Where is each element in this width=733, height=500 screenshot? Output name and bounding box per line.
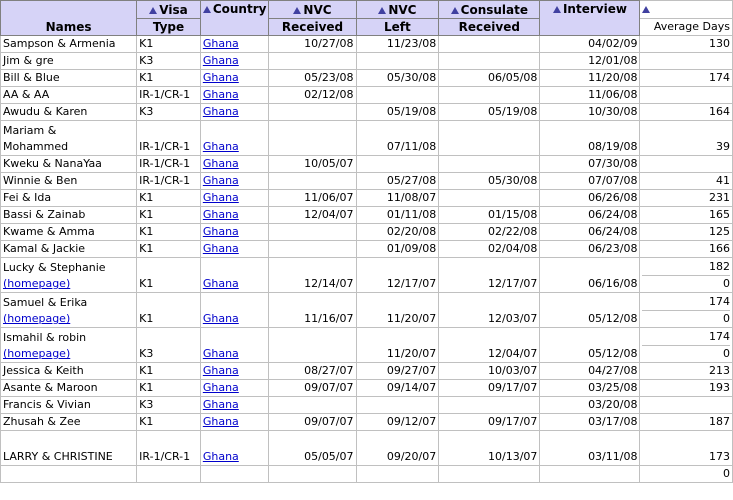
table-row (1, 207, 733, 224)
cell-average-days-value: 173 (709, 450, 730, 463)
header-names: Names (1, 1, 137, 36)
cell-country[interactable]: Ghana (200, 414, 269, 431)
cell-nvc-left: 07/11/08 (356, 121, 439, 156)
cell-country[interactable]: Ghana (200, 207, 269, 224)
table-row (1, 431, 733, 466)
cell-nvc-left: 09/12/07 (356, 414, 439, 431)
table-row (1, 241, 733, 258)
cell-average-days (640, 241, 733, 258)
cell-interview: 07/30/08 (540, 156, 640, 173)
cell-nvc-received (269, 397, 356, 414)
cell-average-days (640, 70, 733, 87)
cell-consulate-received: 01/15/08 (439, 207, 540, 224)
cell-name-text: Kamal & Jackie (3, 242, 86, 255)
cell-name-text: Awudu & Karen (3, 105, 88, 118)
cell-country[interactable]: Ghana (200, 328, 269, 363)
cell-interview: 11/06/08 (540, 87, 640, 104)
cell-average-days (640, 397, 733, 414)
homepage-link[interactable]: (homepage) (3, 312, 71, 325)
table-row (1, 121, 733, 156)
cell-average-days (640, 36, 733, 53)
cell-nvc-received: 09/07/07 (269, 414, 356, 431)
cell-country[interactable]: Ghana (200, 241, 269, 258)
cell-name (1, 190, 137, 207)
cell-nvc-left: 05/30/08 (356, 70, 439, 87)
cell-nvc-left: 09/20/07 (356, 431, 439, 466)
cell-name-text: Bassi & Zainab (3, 208, 86, 221)
table-row (1, 53, 733, 70)
cell-visa-type: IR-1/CR-1 (137, 431, 201, 466)
cell-nvc-received: 12/04/07 (269, 207, 356, 224)
cell-visa-type: K1 (137, 70, 201, 87)
cell-average-days (640, 224, 733, 241)
sort-arrow-icon[interactable] (553, 6, 561, 13)
cell-consulate-received: 12/17/07 (439, 258, 540, 293)
cell-consulate-received: 10/13/07 (439, 431, 540, 466)
cell-name (1, 241, 137, 258)
cell-average-days (640, 328, 733, 363)
cell-consulate-received: 09/17/07 (439, 414, 540, 431)
cell-nvc-left: 11/20/07 (356, 293, 439, 328)
cell-average-days-value: 165 (709, 208, 730, 221)
cell-interview: 05/12/08 (540, 293, 640, 328)
header-consulate[interactable]: Consulate (439, 1, 540, 19)
cell-interview: 06/16/08 (540, 258, 640, 293)
cell-average-days (640, 173, 733, 190)
cell-name-text: Jessica & Keith (3, 364, 84, 377)
table-row (1, 224, 733, 241)
table-row (1, 397, 733, 414)
cell-nvc-received: 05/05/07 (269, 431, 356, 466)
cell-consulate-received (439, 466, 540, 483)
sort-arrow-icon[interactable] (642, 6, 650, 13)
cell-average-days-value-2: 0 (723, 347, 730, 360)
cell-country[interactable]: Ghana (200, 156, 269, 173)
table-row (1, 70, 733, 87)
cell-country[interactable]: Ghana (200, 397, 269, 414)
homepage-link[interactable]: (homepage) (3, 347, 71, 360)
cell-interview: 03/20/08 (540, 397, 640, 414)
table-row (1, 380, 733, 397)
cell-average-days-value: 174 (709, 71, 730, 84)
table-row (1, 190, 733, 207)
cell-average-days (640, 121, 733, 156)
cell-visa-type: K3 (137, 104, 201, 121)
cell-average-days-value: 174 (642, 329, 730, 346)
cell-nvc-left (356, 466, 439, 483)
cell-interview: 06/24/08 (540, 207, 640, 224)
cell-interview: 04/02/09 (540, 36, 640, 53)
sort-arrow-icon[interactable] (203, 6, 211, 13)
cell-average-days-value: 125 (709, 225, 730, 238)
cell-average-days-value: 174 (642, 294, 730, 311)
cell-visa-type: K1 (137, 207, 201, 224)
cell-nvc-left: 02/20/08 (356, 224, 439, 241)
cell-interview: 06/23/08 (540, 241, 640, 258)
cell-nvc-left: 01/11/08 (356, 207, 439, 224)
cell-average-days (640, 258, 733, 293)
sort-arrow-icon[interactable] (378, 7, 386, 14)
cell-average-days-value: 41 (716, 174, 730, 187)
cell-nvc-received: 11/06/07 (269, 190, 356, 207)
cell-average-days (640, 414, 733, 431)
cell-name (1, 121, 137, 156)
cell-interview: 03/17/08 (540, 414, 640, 431)
cell-consulate-received: 02/04/08 (439, 241, 540, 258)
cell-consulate-received (439, 36, 540, 53)
cell-average-days-value: 231 (709, 191, 730, 204)
cell-average-days (640, 431, 733, 466)
cell-consulate-received: 12/04/07 (439, 328, 540, 363)
cell-interview: 03/25/08 (540, 380, 640, 397)
cell-name-text: AA & AA (3, 88, 50, 101)
cell-interview: 07/07/08 (540, 173, 640, 190)
cell-name-text: Bill & Blue (3, 71, 60, 84)
header-country[interactable]: Country (200, 1, 269, 36)
cell-name (1, 414, 137, 431)
header-nvc-received[interactable]: NVC (269, 1, 356, 19)
cell-country[interactable]: Ghana (200, 53, 269, 70)
cell-average-days (640, 87, 733, 104)
cell-nvc-received: 05/23/08 (269, 70, 356, 87)
cell-name-text: Winnie & Ben (3, 174, 78, 187)
cell-name (1, 431, 137, 466)
cell-consulate-received (439, 397, 540, 414)
table-row (1, 293, 733, 328)
cell-name-text: Samuel & Erika (3, 296, 88, 309)
cell-average-days-value: 193 (709, 381, 730, 394)
cell-nvc-received (269, 173, 356, 190)
cell-name (1, 207, 137, 224)
cell-name-text: LARRY & CHRISTINE (3, 450, 113, 463)
cell-name-text: Sampson & Armenia (3, 37, 116, 50)
cell-visa-type: K1 (137, 363, 201, 380)
cell-nvc-received: 08/27/07 (269, 363, 356, 380)
cell-visa-type: K1 (137, 293, 201, 328)
cell-visa-type: K1 (137, 241, 201, 258)
cell-name-text: Asante & Maroon (3, 381, 98, 394)
cell-consulate-received (439, 156, 540, 173)
cell-name-text: Mariam & (3, 124, 57, 137)
cell-nvc-left (356, 397, 439, 414)
cell-name-text: Lucky & Stephanie (3, 261, 106, 274)
cell-nvc-left: 09/27/07 (356, 363, 439, 380)
cell-interview: 06/26/08 (540, 190, 640, 207)
cell-interview: 10/30/08 (540, 104, 640, 121)
cell-consulate-received: 05/30/08 (439, 173, 540, 190)
cell-visa-type: K3 (137, 53, 201, 70)
cell-country[interactable]: Ghana (200, 431, 269, 466)
cell-country[interactable]: Ghana (200, 380, 269, 397)
cell-average-days-value: 164 (709, 105, 730, 118)
cell-country[interactable]: Ghana (200, 121, 269, 156)
cell-nvc-received: 10/27/08 (269, 36, 356, 53)
cell-nvc-received (269, 241, 356, 258)
cell-name-text: Fei & Ida (3, 191, 52, 204)
cell-interview: 05/12/08 (540, 328, 640, 363)
header-nvc-left-bot: Left (356, 18, 439, 36)
cell-average-days (640, 190, 733, 207)
cell-country[interactable]: Ghana (200, 104, 269, 121)
cell-consulate-received: 10/03/07 (439, 363, 540, 380)
cell-name (1, 363, 137, 380)
cell-name (1, 70, 137, 87)
cell-interview: 04/27/08 (540, 363, 640, 380)
sort-arrow-icon[interactable] (451, 7, 459, 14)
cell-name-text: Francis & Vivian (3, 398, 91, 411)
table-row (1, 173, 733, 190)
homepage-link[interactable]: (homepage) (3, 277, 71, 290)
table-row (1, 466, 733, 483)
cell-visa-type: K1 (137, 380, 201, 397)
cell-name (1, 397, 137, 414)
cell-nvc-received (269, 104, 356, 121)
cell-name-text: Ismahil & robin (3, 331, 87, 344)
cell-country[interactable]: Ghana (200, 87, 269, 104)
cell-average-days (640, 363, 733, 380)
cell-nvc-left: 05/19/08 (356, 104, 439, 121)
cell-name-text: Zhusah & Zee (3, 415, 81, 428)
header-visa[interactable]: Visa (137, 1, 201, 19)
cell-average-days (640, 380, 733, 397)
cell-visa-type: K1 (137, 414, 201, 431)
cell-nvc-received (269, 224, 356, 241)
cell-average-days (640, 207, 733, 224)
cell-consulate-received: 09/17/07 (439, 380, 540, 397)
table-row (1, 36, 733, 53)
cell-consulate-received (439, 121, 540, 156)
cell-country[interactable] (200, 466, 269, 483)
cell-consulate-received: 06/05/08 (439, 70, 540, 87)
cell-consulate-received (439, 87, 540, 104)
cell-nvc-received: 02/12/08 (269, 87, 356, 104)
cell-nvc-received: 10/05/07 (269, 156, 356, 173)
cell-name (1, 173, 137, 190)
sort-arrow-icon[interactable] (293, 7, 301, 14)
cell-visa-type: IR-1/CR-1 (137, 121, 201, 156)
cell-visa-type: K1 (137, 258, 201, 293)
cell-name (1, 293, 137, 328)
table-row (1, 104, 733, 121)
cell-visa-type (137, 466, 201, 483)
cell-country[interactable]: Ghana (200, 190, 269, 207)
cell-nvc-left: 12/17/07 (356, 258, 439, 293)
table-row (1, 156, 733, 173)
cell-name (1, 36, 137, 53)
cell-nvc-left (356, 87, 439, 104)
header-avg-sort[interactable] (640, 1, 733, 19)
header-nvc-received-bot: Received (269, 18, 356, 36)
table-row (1, 414, 733, 431)
cell-visa-type: IR-1/CR-1 (137, 156, 201, 173)
cell-average-days-value: 187 (709, 415, 730, 428)
cell-average-days (640, 293, 733, 328)
cell-nvc-received (269, 53, 356, 70)
cell-country[interactable]: Ghana (200, 36, 269, 53)
cell-visa-type: IR-1/CR-1 (137, 173, 201, 190)
cell-name (1, 87, 137, 104)
cell-interview: 06/24/08 (540, 224, 640, 241)
cell-interview (540, 466, 640, 483)
cell-nvc-received (269, 328, 356, 363)
table-row (1, 87, 733, 104)
cell-country[interactable]: Ghana (200, 363, 269, 380)
cell-name (1, 466, 137, 483)
cell-nvc-left (356, 53, 439, 70)
cell-nvc-received: 11/16/07 (269, 293, 356, 328)
cell-name (1, 258, 137, 293)
cell-country[interactable]: Ghana (200, 173, 269, 190)
cell-nvc-left: 01/09/08 (356, 241, 439, 258)
cell-interview: 08/19/08 (540, 121, 640, 156)
cell-name (1, 328, 137, 363)
cell-visa-type: K1 (137, 36, 201, 53)
cell-nvc-left: 11/08/07 (356, 190, 439, 207)
cell-average-days-value: 213 (709, 364, 730, 377)
cell-consulate-received: 05/19/08 (439, 104, 540, 121)
cell-average-days-value: 0 (723, 467, 730, 480)
cell-nvc-received: 09/07/07 (269, 380, 356, 397)
cell-visa-type: K1 (137, 224, 201, 241)
header-consulate-bot: Received (439, 18, 540, 36)
cell-visa-type: IR-1/CR-1 (137, 87, 201, 104)
cell-name (1, 53, 137, 70)
cell-average-days-value: 39 (716, 140, 730, 153)
cell-nvc-left: 09/14/07 (356, 380, 439, 397)
cell-average-days-value-2: 0 (723, 312, 730, 325)
cell-nvc-left: 05/27/08 (356, 173, 439, 190)
cell-visa-type: K3 (137, 397, 201, 414)
cell-average-days-value-2: 0 (723, 277, 730, 290)
cell-average-days (640, 104, 733, 121)
cell-name (1, 156, 137, 173)
cell-name-text: Kweku & NanaYaa (3, 157, 102, 170)
cell-country[interactable]: Ghana (200, 258, 269, 293)
cell-visa-type: K1 (137, 190, 201, 207)
cell-interview: 11/20/08 (540, 70, 640, 87)
header-average-days: Average Days (640, 18, 733, 36)
cell-interview: 03/11/08 (540, 431, 640, 466)
cell-name-text: Jim & gre (3, 54, 54, 67)
cell-average-days (640, 53, 733, 70)
cell-average-days (640, 466, 733, 483)
table-row (1, 328, 733, 363)
cell-nvc-received: 12/14/07 (269, 258, 356, 293)
cell-nvc-left: 11/23/08 (356, 36, 439, 53)
cell-visa-type: K3 (137, 328, 201, 363)
sort-arrow-icon[interactable] (149, 7, 157, 14)
cell-nvc-left (356, 156, 439, 173)
header-visa-type: Type (137, 18, 201, 36)
cell-country[interactable]: Ghana (200, 224, 269, 241)
cell-average-days-value: 182 (642, 259, 730, 276)
cell-consulate-received: 02/22/08 (439, 224, 540, 241)
cell-nvc-left: 11/20/07 (356, 328, 439, 363)
cell-name-text: Kwame & Amma (3, 225, 95, 238)
cell-average-days-value: 166 (709, 242, 730, 255)
table-row (1, 258, 733, 293)
cell-name (1, 380, 137, 397)
cell-country[interactable]: Ghana (200, 70, 269, 87)
cell-average-days (640, 156, 733, 173)
table-row (1, 363, 733, 380)
header-interview[interactable]: Interview (540, 1, 640, 36)
cell-consulate-received: 12/03/07 (439, 293, 540, 328)
cell-consulate-received (439, 190, 540, 207)
cell-name (1, 104, 137, 121)
cell-nvc-received (269, 466, 356, 483)
cell-interview: 12/01/08 (540, 53, 640, 70)
cell-country[interactable]: Ghana (200, 293, 269, 328)
header-nvc-left[interactable]: NVC (356, 1, 439, 19)
cell-consulate-received (439, 53, 540, 70)
cell-average-days-value: 130 (709, 37, 730, 50)
cell-name-text-2: Mohammed (3, 140, 69, 153)
cell-name (1, 224, 137, 241)
cell-nvc-received (269, 121, 356, 156)
